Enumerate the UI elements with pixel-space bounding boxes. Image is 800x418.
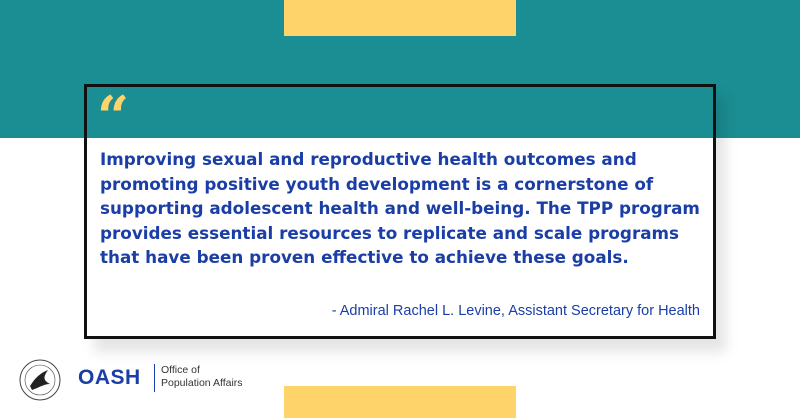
oash-wordmark: OASH [78,366,141,389]
oash-logo [18,356,258,402]
hhs-seal-icon [18,358,62,402]
logo-divider [154,364,155,392]
yellow-accent-top [284,0,516,36]
office-name-line2: Population Affairs [161,377,243,389]
quote-mark-icon: “ [97,84,130,150]
yellow-accent-bottom [284,386,516,418]
quote-box-header [87,87,713,138]
quote-text: Improving sexual and reproductive health outcomes and promoting positive youth development is a cornerstone of supporting adolescent health and well-being. The TPP program provides essential resources to replicate and scale programs that have been proven effective to achieve these goals. [100,149,700,267]
office-name [161,364,243,390]
quote-box [84,84,716,339]
quote-attribution: - Admiral Rachel L. Levine, Assistant Secretary for Health [331,303,700,319]
office-name-line1: Office of [161,364,200,376]
